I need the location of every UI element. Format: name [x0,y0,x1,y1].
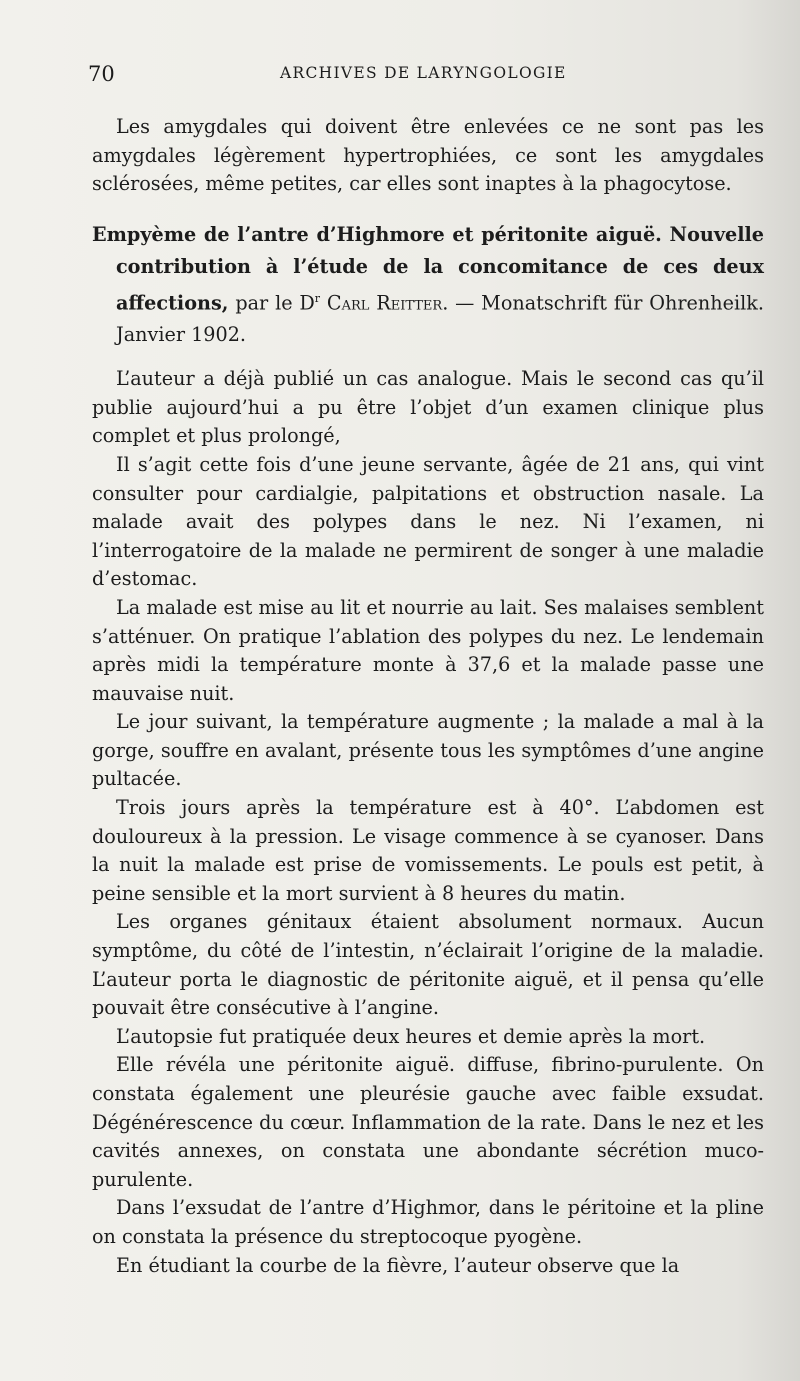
running-title: ARCHIVES DE LARYNGOLOGIE [280,64,567,82]
paragraph: Trois jours après la température est à 40°. L’abdomen est douloureux à la pression. Le visage commence à se cyanoser. Dans la nuit la malade est prise de vomissements. Le pouls est petit, à peine sensible et la mort survient à 8 heures du matin. [92,796,764,905]
paragraph: En étudiant la courbe de la fièvre, l’auteur observe que la [116,1253,680,1277]
paragraph: Les organes génitaux étaient absolument normaux. Aucun symptôme, du côté de l’intestin, n’éclairait l’origine de la maladie. L’auteur porta le diagnostic de péritonite aiguë, et il pensa qu’elle pouvait être consécutive à l’angine. [92,910,764,1020]
paragraph: Dans l’exsudat de l’antre d’Highmor, dans le péritoine et la pline on constata la présence du streptocoque pyogène. [92,1196,764,1248]
paragraph: L’auteur a déjà publié un cas analogue. Mais le second cas qu’il publie aujourd’hui a pu être l’objet d’un examen clinique plus complet et plus prolongé, [92,367,764,448]
body-text [92,113,764,1280]
paragraph: Il s’agit cette fois d’une jeune servante, âgée de 21 ans, qui vint consulter pour cardialgie, palpitations et obstruction nasale. La malade avait des polypes dans le nez. Ni l’examen, ni l’interrogatoire de la malade ne permirent de songer à une maladie d’estomac. [92,452,764,591]
article-author: Carl Reitter. [326,291,449,315]
page-header [88,62,760,90]
article-byline-superscript: r [314,291,321,305]
paragraph: L’autopsie fut pratiquée deux heures et demie après la mort. [116,1024,706,1048]
paragraph: Le jour suivant, la température augmente ; la malade a mal à la gorge, souffre en avalant, présente tous les symptômes d’une angine pultacée. [92,710,764,791]
paragraph-intro: Les amygdales qui doivent être enlevées ce ne sont pas les amygdales légèrement hypertrophiées, ce sont les amygdales sclérosées, même petites, car elles sont inaptes à la phagocytose. [92,115,764,196]
article-source: — Monatschrift für Ohrenheilk. Janvier 1902. [116,291,764,347]
article-byline-prefix: par le D [228,291,315,315]
article-title: Empyème de l’antre d’Highmore et péritonite aiguë. Nouvelle contribution à l’étude de la concomitance de ces deux affections, [92,222,764,315]
paragraph: La malade est mise au lit et nourrie au lait. Ses malaises semblent s’atténuer. On pratique l’ablation des polypes du nez. Le lendemain après midi la température monte à 37,6 et la malade passe une mauvaise nuit. [92,595,764,705]
article-heading [92,219,764,351]
paragraph: Elle révéla une péritonite aiguë. diffuse, fibrino-purulente. On constata également une pleurésie gauche avec faible exsudat. Dégénérescence du cœur. Inflammation de la rate. Dans le nez et les cavités annexes, on constata une abondante sécrétion muco-purulente. [92,1053,764,1191]
page-number: 70 [88,62,115,86]
